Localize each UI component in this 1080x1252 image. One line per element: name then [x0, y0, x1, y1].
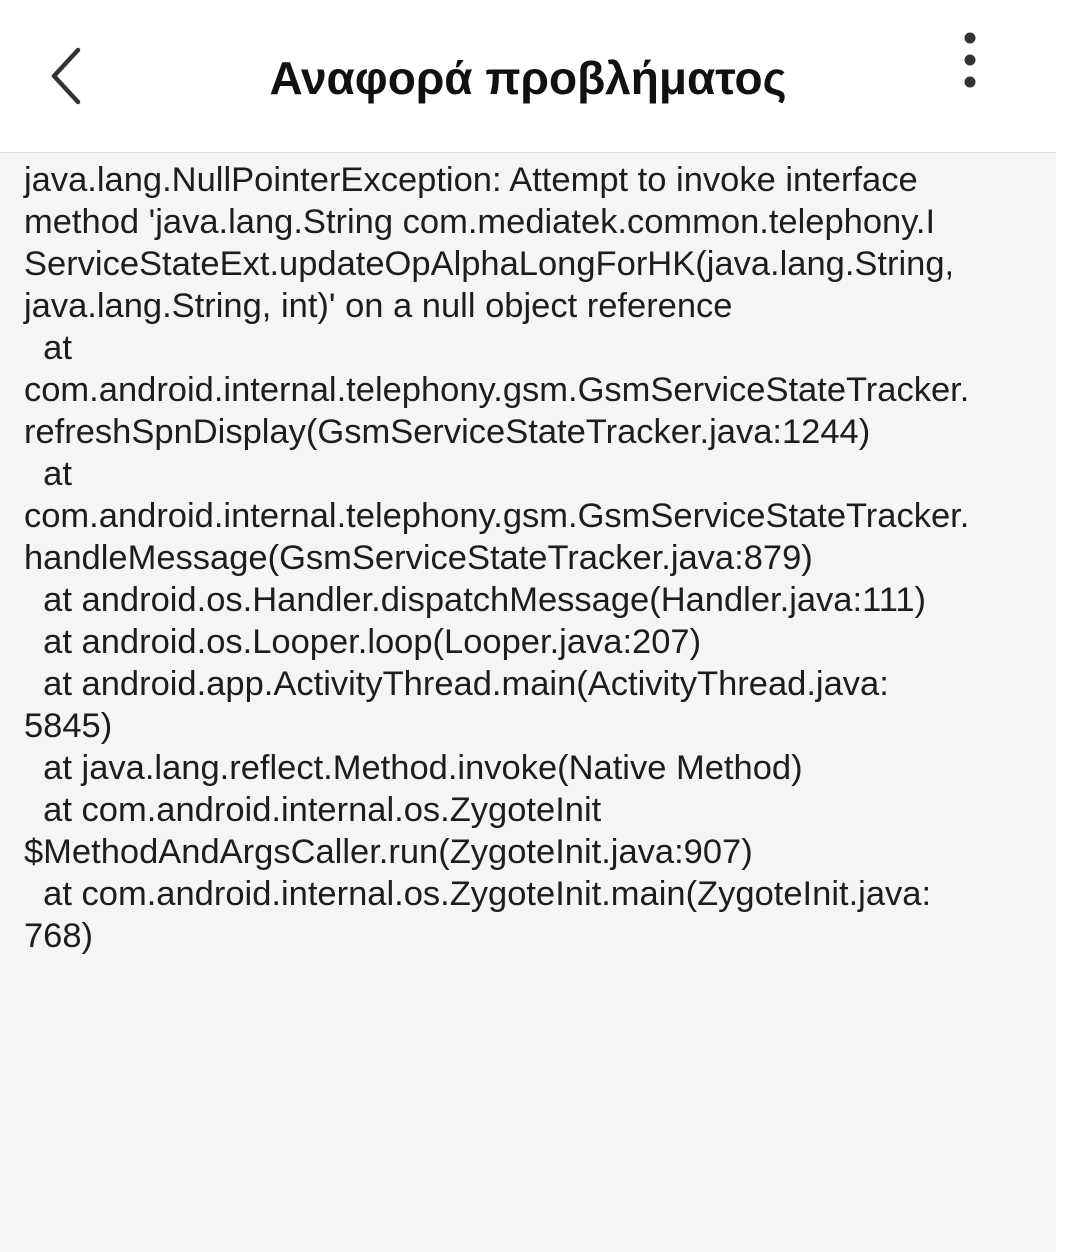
error-report-text: java.lang.NullPointerException: Attempt to invoke interface method 'java.lang.String com.mediatek.common.telephony.I ServiceStateExt.updateOpAlphaLongForHK(java.lang.String, java.lang.String, int)' on a null object reference at com.android.internal.telephony.gsm.GsmServiceStateTracker. refreshSpnDisplay(GsmServiceStateTracker.java:1244) at com.android.internal.telephony.gsm.GsmServiceStateTracker. handleMessage(GsmServiceStateTracker.java:879) at android.os.Handler.dispatchMessage(Handler.java:111) at android.os.Looper.loop(Looper.java:207) at android.app.ActivityThread.main(ActivityThread.java: 5845) at java.lang.reflect.Method.invoke(Native Method) at com.android.internal.os.ZygoteInit $MethodAndArgsCaller.run(ZygoteInit.java:907) at com.android.internal.os.ZygoteInit.main(ZygoteInit.java: 768) — [24, 161, 970, 955]
more-vertical-icon — [960, 30, 980, 90]
page-title: Αναφορά προβλήματος — [269, 52, 787, 104]
more-options-button[interactable] — [930, 20, 1010, 100]
back-button[interactable] — [26, 28, 106, 124]
app-bar — [0, 0, 1056, 153]
chevron-left-icon — [46, 46, 86, 106]
